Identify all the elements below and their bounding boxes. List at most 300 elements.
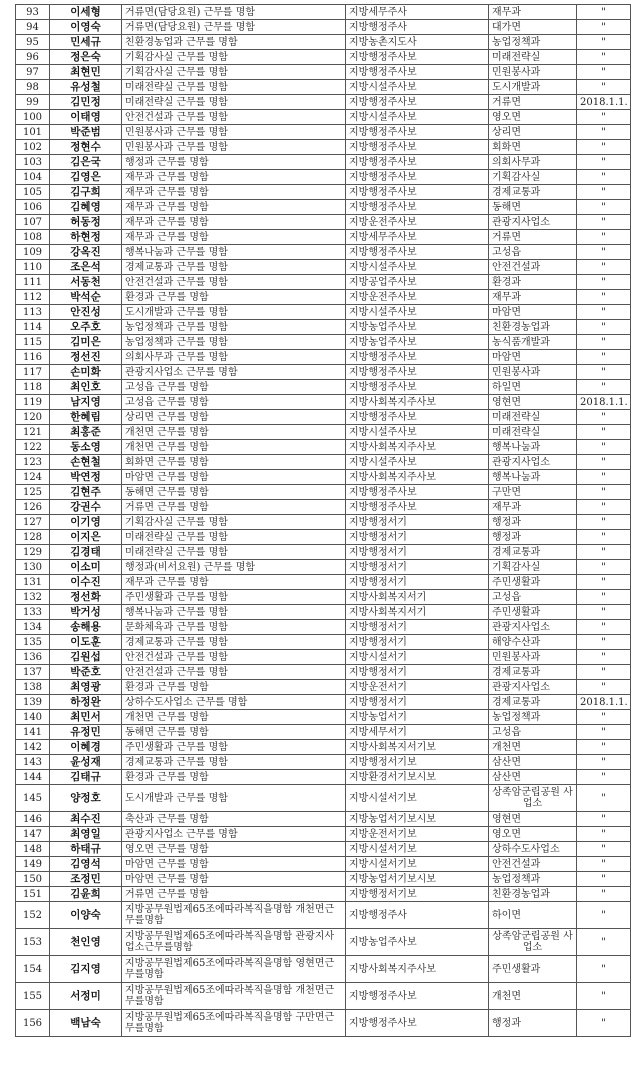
employee-name-cell: 최민서 <box>50 710 122 725</box>
row-number-cell: 128 <box>16 530 50 545</box>
effective-date-cell: " <box>577 842 631 857</box>
previous-department-cell: 영현면 <box>489 812 577 827</box>
employee-name-cell: 박연정 <box>50 470 122 485</box>
position-grade-cell: 지방운전서기보 <box>346 827 489 842</box>
previous-department-cell: 농업정책과 <box>489 710 577 725</box>
effective-date-cell: " <box>577 620 631 635</box>
employee-name-cell: 민세규 <box>50 35 122 50</box>
effective-date-cell: " <box>577 983 631 1010</box>
table-row <box>16 290 631 305</box>
position-grade-cell: 지방행정주사보 <box>346 95 489 110</box>
position-grade-cell: 지방행정주사 <box>346 902 489 929</box>
previous-department-cell: 관광지사업소 <box>489 455 577 470</box>
previous-department-cell: 주민생활과 <box>489 605 577 620</box>
row-number-cell: 98 <box>16 80 50 95</box>
effective-date-cell: " <box>577 365 631 380</box>
effective-date-cell: " <box>577 530 631 545</box>
effective-date-cell: " <box>577 812 631 827</box>
assignment-cell: 축산과 근무를 명함 <box>122 812 346 827</box>
effective-date-cell: " <box>577 635 631 650</box>
table-row <box>16 545 631 560</box>
assignment-cell: 영오면 근무를 명함 <box>122 842 346 857</box>
position-grade-cell: 지방시설주사보 <box>346 425 489 440</box>
table-row <box>16 305 631 320</box>
position-grade-cell: 지방행정서기 <box>346 575 489 590</box>
position-grade-cell: 지방행정서기 <box>346 635 489 650</box>
row-number-cell: 155 <box>16 983 50 1010</box>
row-number-cell: 134 <box>16 620 50 635</box>
row-number-cell: 94 <box>16 20 50 35</box>
position-grade-cell: 지방행정주사보 <box>346 500 489 515</box>
position-grade-cell: 지방시설주사보 <box>346 110 489 125</box>
table-row <box>16 5 631 20</box>
table-row <box>16 755 631 770</box>
effective-date-cell: " <box>577 440 631 455</box>
previous-department-cell: 행정과 <box>489 515 577 530</box>
employee-name-cell: 김경태 <box>50 545 122 560</box>
assignment-cell: 미래전략실 근무를 명함 <box>122 545 346 560</box>
previous-department-cell: 경제교통과 <box>489 665 577 680</box>
assignment-cell: 재무과 근무를 명함 <box>122 185 346 200</box>
effective-date-cell: " <box>577 929 631 956</box>
position-grade-cell: 지방시설서기보 <box>346 857 489 872</box>
position-grade-cell: 지방농업주사보 <box>346 929 489 956</box>
position-grade-cell: 지방행정주사 <box>346 20 489 35</box>
position-grade-cell: 지방시설서기 <box>346 650 489 665</box>
previous-department-cell: 기획감사실 <box>489 560 577 575</box>
row-number-cell: 140 <box>16 710 50 725</box>
row-number-cell: 148 <box>16 842 50 857</box>
position-grade-cell: 지방행정서기 <box>346 515 489 530</box>
position-grade-cell: 지방시설주사보 <box>346 80 489 95</box>
employee-name-cell: 이양숙 <box>50 902 122 929</box>
effective-date-cell: " <box>577 902 631 929</box>
employee-name-cell: 정은숙 <box>50 50 122 65</box>
previous-department-cell: 관광지사업소 <box>489 215 577 230</box>
previous-department-cell: 해양수산과 <box>489 635 577 650</box>
row-number-cell: 122 <box>16 440 50 455</box>
row-number-cell: 101 <box>16 125 50 140</box>
assignment-cell: 경제교통과 근무를 명함 <box>122 755 346 770</box>
previous-department-cell: 상족암군립공원 사업소 <box>489 929 577 956</box>
position-grade-cell: 지방행정주사보 <box>346 125 489 140</box>
row-number-cell: 95 <box>16 35 50 50</box>
effective-date-cell: " <box>577 710 631 725</box>
position-grade-cell: 지방행정주사보 <box>346 65 489 80</box>
position-grade-cell: 지방공업주사보 <box>346 275 489 290</box>
table-row <box>16 605 631 620</box>
assignment-cell: 행복나눔과 근무를 명함 <box>122 245 346 260</box>
row-number-cell: 97 <box>16 65 50 80</box>
assignment-cell: 문화체육과 근무를 명함 <box>122 620 346 635</box>
row-number-cell: 133 <box>16 605 50 620</box>
position-grade-cell: 지방행정서기 <box>346 560 489 575</box>
assignment-cell: 미래전략실 근무를 명함 <box>122 80 346 95</box>
employee-name-cell: 김원섭 <box>50 650 122 665</box>
effective-date-cell: " <box>577 290 631 305</box>
employee-name-cell: 한혜림 <box>50 410 122 425</box>
row-number-cell: 131 <box>16 575 50 590</box>
effective-date-cell: " <box>577 857 631 872</box>
table-row <box>16 530 631 545</box>
position-grade-cell: 지방행정서기 <box>346 665 489 680</box>
assignment-cell: 개천면 근무를 명함 <box>122 710 346 725</box>
assignment-cell: 관광지사업소 근무를 명함 <box>122 827 346 842</box>
employee-name-cell: 손현철 <box>50 455 122 470</box>
employee-name-cell: 이기영 <box>50 515 122 530</box>
position-grade-cell: 지방농업서기보시보 <box>346 812 489 827</box>
table-row <box>16 125 631 140</box>
effective-date-cell: " <box>577 5 631 20</box>
row-number-cell: 119 <box>16 395 50 410</box>
effective-date-cell: " <box>577 770 631 785</box>
effective-date-cell: " <box>577 500 631 515</box>
assignment-cell: 마암면 근무를 명함 <box>122 857 346 872</box>
row-number-cell: 137 <box>16 665 50 680</box>
position-grade-cell: 지방행정주사보 <box>346 50 489 65</box>
table-row <box>16 50 631 65</box>
table-row <box>16 710 631 725</box>
employee-name-cell: 박준범 <box>50 125 122 140</box>
table-row <box>16 260 631 275</box>
previous-department-cell: 상리면 <box>489 125 577 140</box>
employee-name-cell: 김지영 <box>50 956 122 983</box>
row-number-cell: 138 <box>16 680 50 695</box>
position-grade-cell: 지방행정주사보 <box>346 155 489 170</box>
row-number-cell: 108 <box>16 230 50 245</box>
effective-date-cell: 2018.1.1. <box>577 695 631 710</box>
position-grade-cell: 지방사회복지주사보 <box>346 440 489 455</box>
position-grade-cell: 지방행정주사보 <box>346 983 489 1010</box>
position-grade-cell: 지방농업주사보 <box>346 320 489 335</box>
table-row <box>16 335 631 350</box>
previous-department-cell: 하일면 <box>489 380 577 395</box>
employee-name-cell: 유성철 <box>50 80 122 95</box>
previous-department-cell: 영오면 <box>489 110 577 125</box>
row-number-cell: 154 <box>16 956 50 983</box>
previous-department-cell: 삼산면 <box>489 755 577 770</box>
effective-date-cell: " <box>577 956 631 983</box>
table-row <box>16 695 631 710</box>
employee-name-cell: 김윤희 <box>50 887 122 902</box>
row-number-cell: 102 <box>16 140 50 155</box>
table-row <box>16 350 631 365</box>
table-row <box>16 500 631 515</box>
previous-department-cell: 주민생활과 <box>489 575 577 590</box>
table-row <box>16 230 631 245</box>
effective-date-cell: " <box>577 485 631 500</box>
effective-date-cell: " <box>577 740 631 755</box>
row-number-cell: 118 <box>16 380 50 395</box>
table-row <box>16 410 631 425</box>
effective-date-cell: " <box>577 560 631 575</box>
position-grade-cell: 지방운전주사보 <box>346 215 489 230</box>
previous-department-cell: 구만면 <box>489 485 577 500</box>
row-number-cell: 115 <box>16 335 50 350</box>
table-row <box>16 185 631 200</box>
previous-department-cell: 친환경농업과 <box>489 320 577 335</box>
employee-name-cell: 강옥진 <box>50 245 122 260</box>
previous-department-cell: 농업정책과 <box>489 872 577 887</box>
previous-department-cell: 하이면 <box>489 902 577 929</box>
assignment-cell: 행정과 근무를 명함 <box>122 155 346 170</box>
assignment-cell: 친환경농업과 근무를 명함 <box>122 35 346 50</box>
effective-date-cell: " <box>577 755 631 770</box>
previous-department-cell: 상족암군립공원 사업소 <box>489 785 577 812</box>
position-grade-cell: 지방행정주사보 <box>346 485 489 500</box>
assignment-cell: 지방공무원법제65조에따라복직을명함 구만면근무를명함 <box>122 1010 346 1037</box>
effective-date-cell: " <box>577 305 631 320</box>
previous-department-cell: 민원봉사과 <box>489 65 577 80</box>
table-row <box>16 575 631 590</box>
employee-name-cell: 김현주 <box>50 485 122 500</box>
assignment-cell: 주민생활과 근무를 명함 <box>122 590 346 605</box>
position-grade-cell: 지방행정서기 <box>346 620 489 635</box>
assignment-cell: 재무과 근무를 명함 <box>122 230 346 245</box>
previous-department-cell: 행복나눔과 <box>489 470 577 485</box>
effective-date-cell: " <box>577 575 631 590</box>
employee-name-cell: 이도훈 <box>50 635 122 650</box>
employee-name-cell: 이수진 <box>50 575 122 590</box>
row-number-cell: 153 <box>16 929 50 956</box>
employee-name-cell: 하현정 <box>50 230 122 245</box>
employee-name-cell: 최영일 <box>50 827 122 842</box>
assignment-cell: 경제교통과 근무를 명함 <box>122 260 346 275</box>
table-row <box>16 887 631 902</box>
employee-name-cell: 이지은 <box>50 530 122 545</box>
table-row <box>16 65 631 80</box>
row-number-cell: 110 <box>16 260 50 275</box>
employee-name-cell: 이태영 <box>50 110 122 125</box>
employee-name-cell: 유정민 <box>50 725 122 740</box>
previous-department-cell: 민원봉사과 <box>489 365 577 380</box>
row-number-cell: 99 <box>16 95 50 110</box>
table-row <box>16 455 631 470</box>
personnel-table <box>15 4 631 1037</box>
effective-date-cell: " <box>577 605 631 620</box>
table-row <box>16 425 631 440</box>
row-number-cell: 144 <box>16 770 50 785</box>
previous-department-cell: 고성읍 <box>489 245 577 260</box>
effective-date-cell: " <box>577 1010 631 1037</box>
assignment-cell: 농업정책과 근무를 명함 <box>122 335 346 350</box>
effective-date-cell: " <box>577 335 631 350</box>
row-number-cell: 113 <box>16 305 50 320</box>
position-grade-cell: 지방환경서기보시보 <box>346 770 489 785</box>
effective-date-cell: " <box>577 410 631 425</box>
table-row <box>16 785 631 812</box>
assignment-cell: 지방공무원법제65조에따라복직을명함 개천면근무를명함 <box>122 983 346 1010</box>
employee-name-cell: 정선진 <box>50 350 122 365</box>
table-row <box>16 983 631 1010</box>
table-row <box>16 812 631 827</box>
previous-department-cell: 대가면 <box>489 20 577 35</box>
previous-department-cell: 상하수도사업소 <box>489 842 577 857</box>
effective-date-cell: " <box>577 110 631 125</box>
position-grade-cell: 지방시설서기보 <box>346 842 489 857</box>
table-row <box>16 245 631 260</box>
row-number-cell: 105 <box>16 185 50 200</box>
table-row <box>16 275 631 290</box>
table-row <box>16 620 631 635</box>
table-row <box>16 827 631 842</box>
assignment-cell: 환경과 근무를 명함 <box>122 290 346 305</box>
effective-date-cell: " <box>577 455 631 470</box>
previous-department-cell: 행정과 <box>489 530 577 545</box>
assignment-cell: 주민생활과 근무를 명함 <box>122 740 346 755</box>
employee-name-cell: 이혜경 <box>50 740 122 755</box>
table-row <box>16 440 631 455</box>
position-grade-cell: 지방행정주사보 <box>346 350 489 365</box>
position-grade-cell: 지방행정서기 <box>346 530 489 545</box>
effective-date-cell: " <box>577 275 631 290</box>
table-row <box>16 200 631 215</box>
position-grade-cell: 지방운전주사보 <box>346 290 489 305</box>
table-row <box>16 956 631 983</box>
assignment-cell: 마암면 근무를 명함 <box>122 470 346 485</box>
effective-date-cell: " <box>577 515 631 530</box>
assignment-cell: 개천면 근무를 명함 <box>122 425 346 440</box>
previous-department-cell: 회화면 <box>489 140 577 155</box>
row-number-cell: 141 <box>16 725 50 740</box>
row-number-cell: 120 <box>16 410 50 425</box>
previous-department-cell: 미래전략실 <box>489 410 577 425</box>
table-row <box>16 485 631 500</box>
employee-name-cell: 김영은 <box>50 170 122 185</box>
previous-department-cell: 재무과 <box>489 500 577 515</box>
effective-date-cell: " <box>577 185 631 200</box>
row-number-cell: 152 <box>16 902 50 929</box>
assignment-cell: 지방공무원법제65조에따라복직을명함 영현면근무를명함 <box>122 956 346 983</box>
effective-date-cell: " <box>577 827 631 842</box>
assignment-cell: 지방공무원법제65조에따라복직을명함 개천면근무를명함 <box>122 902 346 929</box>
table-row <box>16 140 631 155</box>
previous-department-cell: 고성읍 <box>489 590 577 605</box>
assignment-cell: 행복나눔과 근무를 명함 <box>122 605 346 620</box>
position-grade-cell: 지방시설주사보 <box>346 305 489 320</box>
position-grade-cell: 지방사회복지주사보 <box>346 956 489 983</box>
employee-name-cell: 김은국 <box>50 155 122 170</box>
position-grade-cell: 지방행정주사보 <box>346 185 489 200</box>
row-number-cell: 103 <box>16 155 50 170</box>
row-number-cell: 130 <box>16 560 50 575</box>
table-body <box>16 5 631 1037</box>
employee-name-cell: 이영숙 <box>50 20 122 35</box>
effective-date-cell: " <box>577 887 631 902</box>
previous-department-cell: 기획감사실 <box>489 170 577 185</box>
table-row <box>16 470 631 485</box>
table-row <box>16 770 631 785</box>
employee-name-cell: 이세형 <box>50 5 122 20</box>
position-grade-cell: 지방시설서기보 <box>346 785 489 812</box>
position-grade-cell: 지방농업서기보시보 <box>346 872 489 887</box>
assignment-cell: 미래전략실 근무를 명함 <box>122 530 346 545</box>
table-row <box>16 95 631 110</box>
row-number-cell: 124 <box>16 470 50 485</box>
position-grade-cell: 지방행정주사보 <box>346 380 489 395</box>
row-number-cell: 106 <box>16 200 50 215</box>
row-number-cell: 147 <box>16 827 50 842</box>
previous-department-cell: 주민생활과 <box>489 956 577 983</box>
row-number-cell: 112 <box>16 290 50 305</box>
effective-date-cell: 2018.1.1. <box>577 395 631 410</box>
previous-department-cell: 고성읍 <box>489 725 577 740</box>
previous-department-cell: 미래전략실 <box>489 425 577 440</box>
effective-date-cell: " <box>577 680 631 695</box>
table-row <box>16 170 631 185</box>
employee-name-cell: 정현수 <box>50 140 122 155</box>
previous-department-cell: 개천면 <box>489 740 577 755</box>
row-number-cell: 117 <box>16 365 50 380</box>
assignment-cell: 재무과 근무를 명함 <box>122 170 346 185</box>
assignment-cell: 거류면 근무를 명함 <box>122 887 346 902</box>
employee-name-cell: 최홍준 <box>50 425 122 440</box>
assignment-cell: 미래전략실 근무를 명함 <box>122 95 346 110</box>
table-row <box>16 365 631 380</box>
employee-name-cell: 최수진 <box>50 812 122 827</box>
assignment-cell: 상하수도사업소 근무를 명함 <box>122 695 346 710</box>
position-grade-cell: 지방세무주사 <box>346 5 489 20</box>
row-number-cell: 104 <box>16 170 50 185</box>
table-row <box>16 872 631 887</box>
previous-department-cell: 관광지사업소 <box>489 620 577 635</box>
row-number-cell: 127 <box>16 515 50 530</box>
employee-name-cell: 안진성 <box>50 305 122 320</box>
employee-name-cell: 김영석 <box>50 857 122 872</box>
employee-name-cell: 서정미 <box>50 983 122 1010</box>
employee-name-cell: 송해용 <box>50 620 122 635</box>
employee-name-cell: 최현민 <box>50 65 122 80</box>
previous-department-cell: 경제교통과 <box>489 545 577 560</box>
position-grade-cell: 지방행정서기 <box>346 695 489 710</box>
employee-name-cell: 김민정 <box>50 95 122 110</box>
table-row <box>16 395 631 410</box>
assignment-cell: 도시개발과 근무를 명함 <box>122 305 346 320</box>
position-grade-cell: 지방사회복지주사보 <box>346 470 489 485</box>
effective-date-cell: " <box>577 425 631 440</box>
effective-date-cell: " <box>577 590 631 605</box>
position-grade-cell: 지방사회복지주사보 <box>346 395 489 410</box>
assignment-cell: 기획감사실 근무를 명함 <box>122 50 346 65</box>
previous-department-cell: 거류면 <box>489 95 577 110</box>
effective-date-cell: " <box>577 20 631 35</box>
effective-date-cell: " <box>577 140 631 155</box>
assignment-cell: 동해면 근무를 명함 <box>122 485 346 500</box>
effective-date-cell: " <box>577 725 631 740</box>
assignment-cell: 안전건설과 근무를 명함 <box>122 110 346 125</box>
effective-date-cell: " <box>577 245 631 260</box>
employee-name-cell: 김혜영 <box>50 200 122 215</box>
row-number-cell: 126 <box>16 500 50 515</box>
row-number-cell: 135 <box>16 635 50 650</box>
row-number-cell: 111 <box>16 275 50 290</box>
previous-department-cell: 동해면 <box>489 200 577 215</box>
position-grade-cell: 지방행정주사보 <box>346 365 489 380</box>
table-row <box>16 929 631 956</box>
effective-date-cell: " <box>577 50 631 65</box>
table-row <box>16 320 631 335</box>
row-number-cell: 149 <box>16 857 50 872</box>
row-number-cell: 93 <box>16 5 50 20</box>
row-number-cell: 146 <box>16 812 50 827</box>
table-row <box>16 20 631 35</box>
position-grade-cell: 지방운전서기 <box>346 680 489 695</box>
employee-name-cell: 조은석 <box>50 260 122 275</box>
assignment-cell: 마암면 근무를 명함 <box>122 872 346 887</box>
row-number-cell: 125 <box>16 485 50 500</box>
previous-department-cell: 친환경농업과 <box>489 887 577 902</box>
position-grade-cell: 지방세무주사보 <box>346 230 489 245</box>
